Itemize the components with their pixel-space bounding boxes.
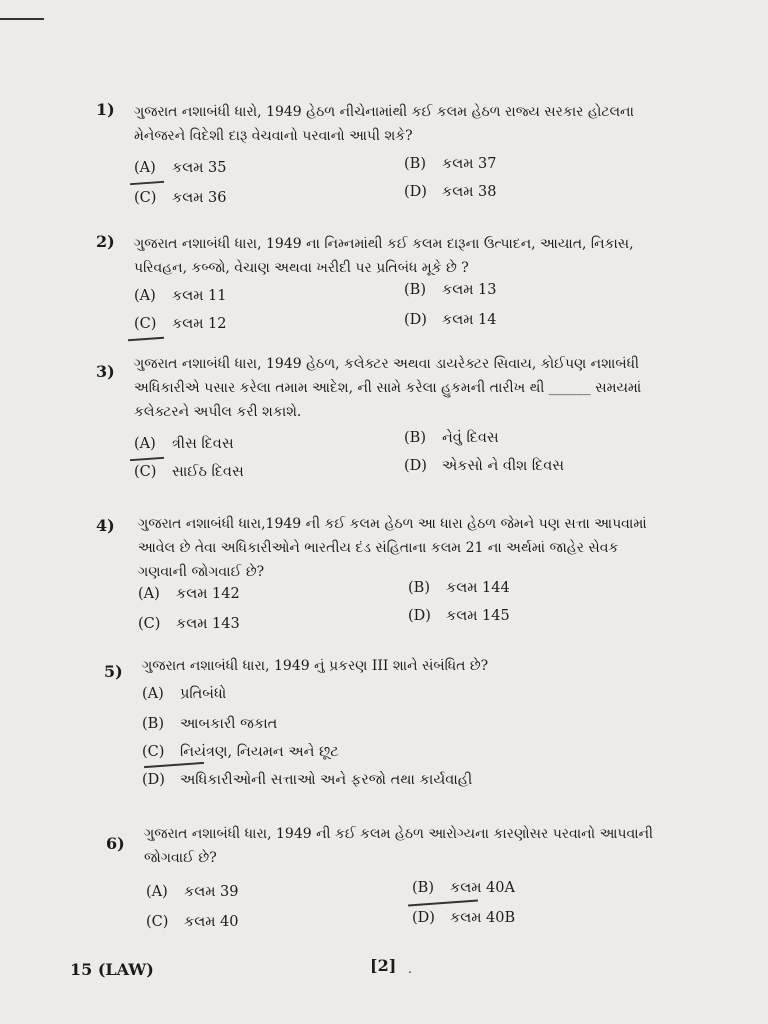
question-text: ગુજરાત નશાબંધી ધારા, 1949 નું પ્રકરણ III શાને સંબંધિત છે? — [142, 658, 489, 674]
option-code: (C) — [134, 190, 157, 206]
option-text: આબકારી જકાત — [180, 716, 278, 732]
option-a[interactable] — [134, 160, 227, 176]
option-text: કલમ 13 — [442, 282, 497, 298]
option-code: (C) — [146, 914, 169, 930]
option-code: (B) — [404, 156, 426, 172]
option-code: (C) — [134, 316, 157, 332]
option-b[interactable] — [404, 282, 497, 298]
option-code: (C) — [138, 616, 161, 632]
option-text: કલમ 39 — [184, 884, 239, 900]
option-text: કલમ 14 — [442, 312, 497, 328]
option-code: (B) — [412, 880, 434, 896]
option-c[interactable] — [134, 316, 227, 332]
option-c[interactable] — [134, 464, 244, 480]
option-b[interactable] — [142, 716, 277, 732]
question-number: 6) — [106, 834, 125, 853]
question-text: ગુજરાત નશાબંધી ધારા, 1949 ના નિમ્નમાંથી કઈ કલમ દારૂના ઉત્પાદન, આયાત, નિકાસ, પરિવહન, કબ્જો, વેચાણ અથવા ખરીદી પર પ્રતિબંધ મૂકે છે ? — [134, 236, 634, 276]
option-code: (C) — [134, 464, 157, 480]
question-text: ગુજરાત નશાબંધી ધારા, 1949 ની કઈ કલમ હેઠળ આરોગ્યના કારણોસર પરવાનો આપવાની જોગવાઈ છે? — [144, 826, 654, 866]
option-text: કલમ 38 — [442, 184, 497, 200]
answer-tick-mark — [408, 900, 478, 906]
option-text: કલમ 144 — [446, 580, 510, 596]
option-text: કલમ 37 — [442, 156, 497, 172]
option-code: (C) — [142, 744, 165, 760]
option-code: (A) — [138, 586, 160, 602]
option-d[interactable] — [142, 772, 472, 788]
option-d[interactable] — [408, 608, 510, 624]
option-d[interactable] — [404, 458, 564, 474]
option-code: (D) — [404, 184, 427, 200]
answer-tick-mark — [144, 762, 204, 768]
footer-dot: . — [408, 962, 412, 976]
option-text: કલમ 11 — [172, 288, 227, 304]
option-a[interactable] — [142, 686, 226, 702]
option-text: કલમ 36 — [172, 190, 227, 206]
option-text: અધિકારીઓની સત્તાઓ અને ફરજો તથા કાર્યવાહી — [180, 772, 473, 788]
option-d[interactable] — [412, 910, 515, 926]
question-number: 4) — [96, 516, 115, 535]
option-text: કલમ 35 — [172, 160, 227, 176]
question-number: 3) — [96, 362, 115, 381]
option-text: કલમ 40B — [450, 910, 516, 926]
option-text: કલમ 40 — [184, 914, 239, 930]
option-text: ત્રીસ દિવસ — [172, 436, 234, 452]
question-number: 2) — [96, 232, 115, 251]
option-text: કલમ 145 — [446, 608, 510, 624]
option-a[interactable] — [146, 884, 239, 900]
option-text: કલમ 12 — [172, 316, 227, 332]
option-text: કલમ 40A — [450, 880, 515, 896]
answer-tick-mark — [130, 181, 164, 185]
option-text: કલમ 143 — [176, 616, 240, 632]
option-c[interactable] — [134, 190, 227, 206]
question-text: ગુજરાત નશાબંધી ધારા,1949 ની કઈ કલમ હેઠળ આ ધારા હેઠળ જેમને પણ સત્તા આપવામાં આવેલ છે તેવા અધિકારીઓને ભારતીય દંડ સંહિતાના કલમ 21 ના અર્થમાં જાહેર સેવક ગણવાની જોગવાઈ છે? — [138, 516, 647, 580]
page-number: [2] — [370, 956, 397, 975]
option-code: (B) — [142, 716, 164, 732]
question-number: 1) — [96, 100, 115, 119]
option-code: (D) — [142, 772, 165, 788]
option-code: (D) — [404, 458, 427, 474]
question-number: 5) — [104, 662, 123, 681]
top-edge-rule — [0, 18, 44, 20]
option-d[interactable] — [404, 312, 497, 328]
question-text: ગુજરાત નશાબંધી ધારા, 1949 હેઠળ, કલેક્ટર અથવા ડાયરેક્ટર સિવાય, કોઈપણ નશાબંધી અધિકારીએ પસાર કરેલા તમામ આદેશ, ની સામે કરેલા હુકમની તારીખ થી ______ સમયમાં કલેક્ટરને અપીલ કરી શકાશે. — [134, 356, 642, 420]
option-code: (A) — [146, 884, 168, 900]
option-d[interactable] — [404, 184, 497, 200]
option-code: (B) — [404, 282, 426, 298]
option-code: (A) — [134, 436, 156, 452]
option-code: (D) — [408, 608, 431, 624]
option-text: એકસો ને વીશ દિવસ — [442, 458, 565, 474]
option-b[interactable] — [404, 430, 499, 446]
option-b[interactable] — [412, 880, 515, 896]
option-b[interactable] — [404, 156, 497, 172]
option-code: (B) — [408, 580, 430, 596]
option-c[interactable] — [146, 914, 239, 930]
option-text: કલમ 142 — [176, 586, 240, 602]
option-c[interactable] — [142, 744, 339, 760]
option-text: નેવું દિવસ — [442, 430, 499, 446]
question-text: ગુજરાત નશાબંધી ધારો, 1949 હેઠળ નીચેનામાંથી કઈ કલમ હેઠળ રાજ્ય સરકાર હોટલના મેનેજરને વિદેશી દારૂ વેચવાનો પરવાનો આપી શકે? — [134, 104, 634, 144]
option-b[interactable] — [408, 580, 510, 596]
option-a[interactable] — [134, 288, 227, 304]
answer-tick-mark — [130, 457, 164, 461]
paper-code: 15 (LAW) — [70, 960, 154, 979]
option-a[interactable] — [138, 586, 240, 602]
option-code: (B) — [404, 430, 426, 446]
option-text: પ્રતિબંધો — [180, 686, 227, 702]
answer-tick-mark — [128, 337, 164, 341]
option-code: (D) — [412, 910, 435, 926]
option-c[interactable] — [138, 616, 240, 632]
option-code: (D) — [404, 312, 427, 328]
option-code: (A) — [134, 288, 156, 304]
option-text: સાઈઠ દિવસ — [172, 464, 244, 480]
option-code: (A) — [134, 160, 156, 176]
option-a[interactable] — [134, 436, 234, 452]
option-text: નિયંત્રણ, નિયમન અને છૂટ — [180, 744, 339, 760]
option-code: (A) — [142, 686, 164, 702]
